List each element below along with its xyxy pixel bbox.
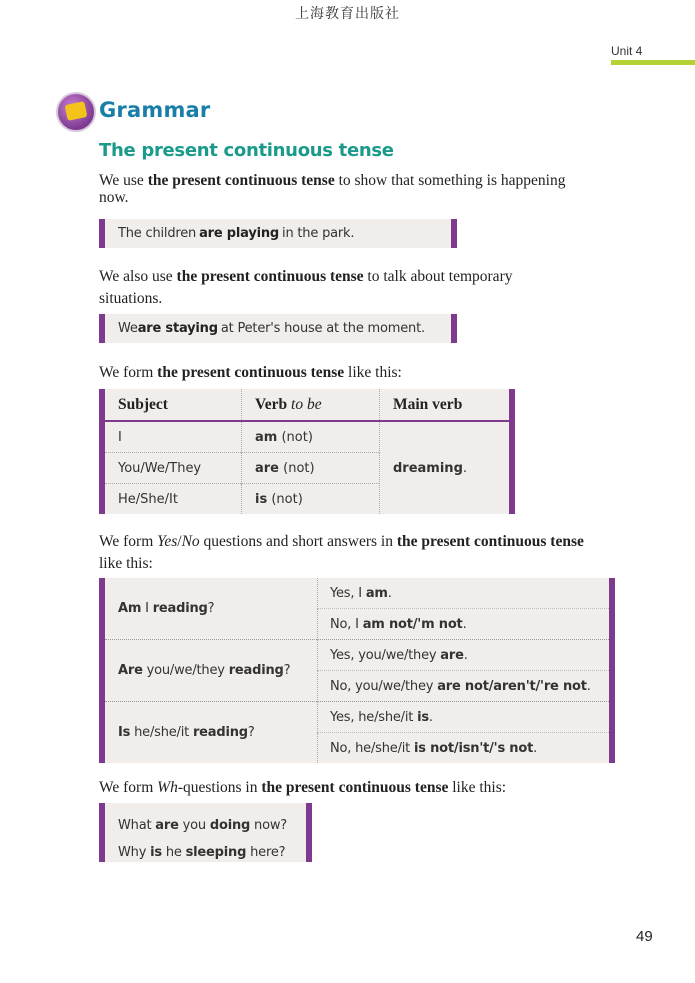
table-row xyxy=(102,578,612,609)
subject-cell: He/She/It xyxy=(102,484,242,515)
verb-cell: are (not) xyxy=(242,453,380,484)
verb-cell: am (not) xyxy=(242,421,380,453)
header-subject: Subject xyxy=(102,389,242,421)
question-cell: Is he/she/it reading? xyxy=(102,702,318,764)
grammar-heading: Grammar xyxy=(99,98,211,122)
intro-paragraph-2: We also use the present continuous tense to talk about temporary situations. xyxy=(99,268,513,307)
example-box-2: We are staying at Peter's house at the moment. xyxy=(99,314,457,343)
question-cell: Am I reading? xyxy=(118,601,215,616)
unit-accent-bar xyxy=(611,60,695,65)
verb-cell: is (not) xyxy=(242,484,380,515)
answer-no-cell: No, you/we/they are not/aren't/'re not. xyxy=(318,671,613,702)
intro-paragraph-1: We use the present continuous tense to show that something is happening now. xyxy=(99,172,566,206)
answer-no-cell: No, I am not/'m not. xyxy=(318,609,613,640)
answer-yes-cell: Yes, he/she/it is. xyxy=(318,702,613,733)
section-title: The present continuous tense xyxy=(99,140,394,161)
header-main-verb: Main verb xyxy=(380,389,513,421)
main-verb-cell: dreaming. xyxy=(380,421,513,514)
unit-label: Unit 4 xyxy=(611,44,643,58)
publisher-header: 上海教育出版社 xyxy=(295,6,400,22)
answer-yes-cell: Yes, I am. xyxy=(318,578,613,609)
puzzle-badge-icon xyxy=(56,92,96,132)
question-cell: Are you/we/they reading? xyxy=(102,640,318,702)
subject-cell: You/We/They xyxy=(102,453,242,484)
subject-cell: I xyxy=(118,429,122,445)
verb-form-table xyxy=(99,389,515,514)
wh-examples-box xyxy=(99,803,312,862)
answer-yes-cell: Yes, you/we/they are. xyxy=(318,640,613,671)
answer-no-cell: No, he/she/it is not/isn't/'s not. xyxy=(318,733,613,764)
example-box-1: The children are playing in the park. xyxy=(99,219,457,248)
table-row xyxy=(102,702,612,733)
intro-paragraph-3: We form the present continuous tense like this: xyxy=(99,364,402,381)
wh-example: What are you doing now? xyxy=(118,818,287,833)
table-row xyxy=(102,421,512,453)
page-number: 49 xyxy=(636,928,653,945)
table-row xyxy=(102,640,612,671)
question-answer-table xyxy=(99,578,615,763)
intro-paragraph-5: We form Wh-questions in the present continuous tense like this: xyxy=(99,779,507,796)
wh-example: Why is he sleeping here? xyxy=(118,845,286,860)
intro-paragraph-4: We form Yes/No questions and short answers in the present continuous tense like this: xyxy=(99,533,584,572)
header-verb-to-be: Verb to be xyxy=(242,389,380,421)
